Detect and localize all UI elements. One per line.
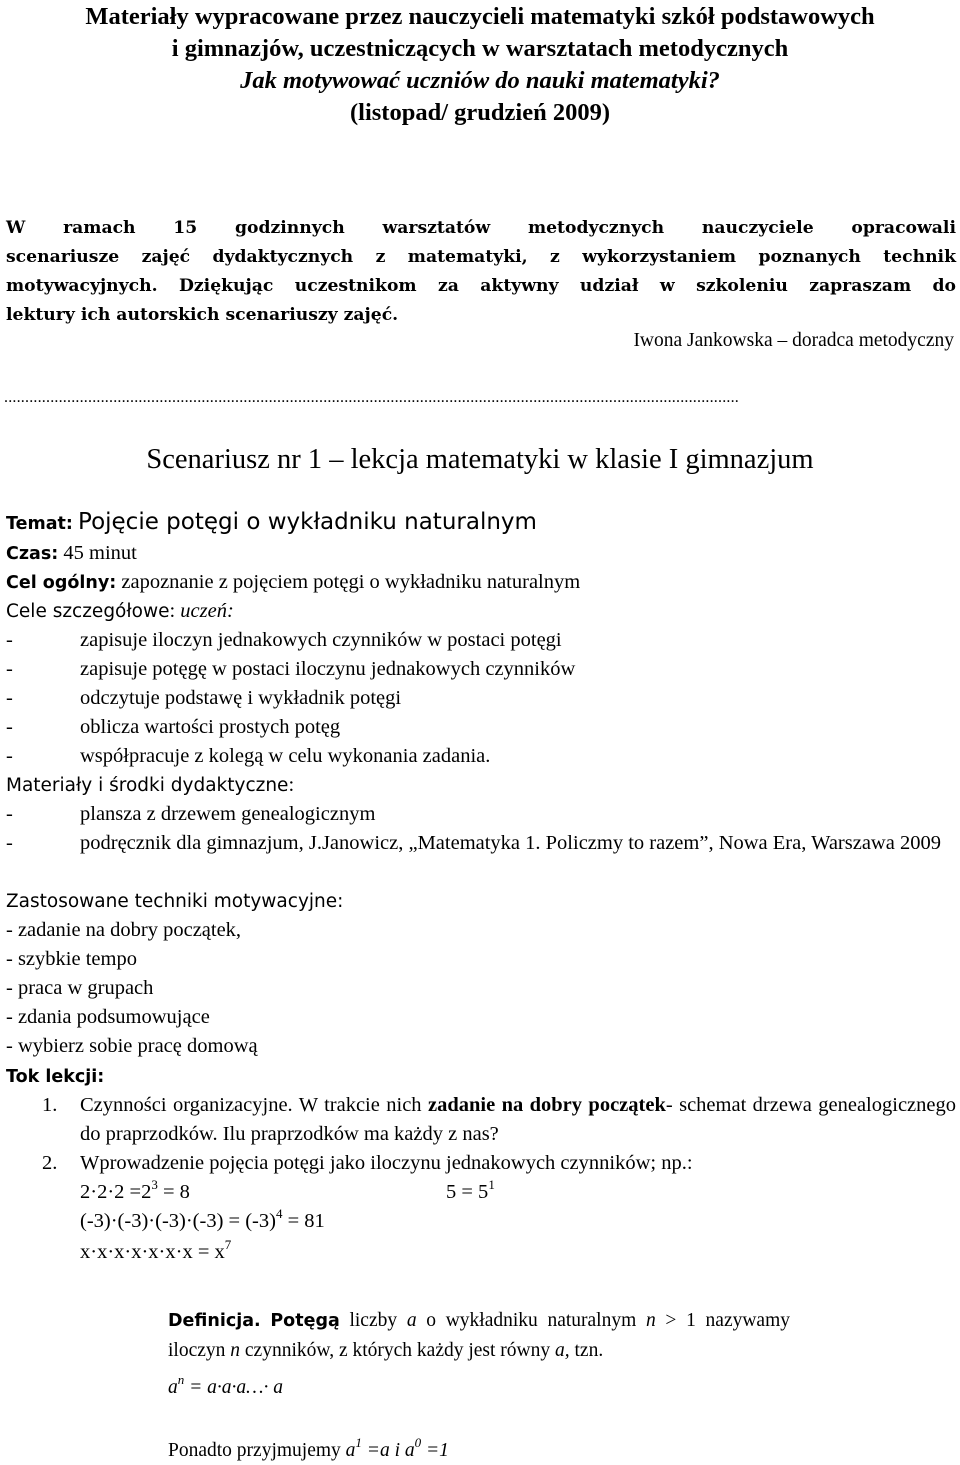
- time-row: [6, 539, 137, 569]
- example-4-a: x·x·x·x·x·x·x = x: [80, 1241, 225, 1263]
- example-3: [80, 1207, 325, 1236]
- step-2-number: 2.: [42, 1152, 58, 1174]
- extra-f2-exponent: 0: [414, 1435, 422, 1450]
- example-4: [80, 1238, 231, 1267]
- definition-text-c: > 1 nazywamy iloczyn: [168, 1310, 791, 1361]
- detailed-goal-3: odczytuje podstawę i wykładnik potęgi: [80, 687, 402, 709]
- example-3-b: = 81: [282, 1210, 325, 1232]
- definition-var-n2: n: [230, 1340, 241, 1361]
- intro-line-2: scenariusze zajęć dydaktycznych z matematyki, z wykorzystaniem poznanych technik: [6, 247, 956, 267]
- intro-line-4: lektury ich autorskich scenariuszy zajęć.: [6, 305, 399, 325]
- scenario-title: Scenariusz nr 1 – lekcja matematyki w klasie I gimnazjum: [146, 444, 814, 475]
- extra-f2-rest: =1: [421, 1440, 449, 1461]
- step-1-text: [80, 1091, 956, 1149]
- example-1-a: 2·2·2 =2: [80, 1181, 152, 1203]
- example-3-a: (-3)·(-3)·(-3)·(-3) = (-3): [80, 1210, 276, 1232]
- techniques-label: Zastosowane techniki motywacyjne:: [6, 891, 344, 912]
- definition-var-n: n: [645, 1310, 656, 1331]
- extra-f1-rest: =a i: [361, 1440, 405, 1461]
- definition-text-b: o wykładniku naturalnym: [416, 1310, 646, 1331]
- detailed-goals-subject: uczeń:: [180, 600, 234, 622]
- technique-1: - zadanie na dobry początek,: [6, 919, 242, 941]
- definition-text-a: liczby: [339, 1310, 407, 1331]
- goal-label: Cel ogólny:: [6, 573, 117, 593]
- example-2: [446, 1178, 495, 1207]
- technique-2: - szybkie tempo: [6, 948, 137, 970]
- course-heading: [6, 1062, 104, 1092]
- example-2-a: 5 = 5: [446, 1181, 489, 1203]
- detailed-goal-5: współpracuje z kolegą w celu wykonania zadania.: [80, 745, 491, 767]
- header-line-1: Materiały wypracowane przez nauczycieli matematyki szkół podstawowych: [85, 3, 875, 30]
- detailed-goal-1: zapisuje iloczyn jednakowych czynników w postaci potęgi: [80, 629, 562, 651]
- course-label: Tok lekcji:: [6, 1067, 105, 1087]
- example-1-exponent: 3: [151, 1177, 158, 1192]
- time-value: 45 minut: [63, 542, 137, 564]
- step-2-text: Wprowadzenie pojęcia potęgi jako iloczynu jednakowych czynników; np.:: [80, 1152, 693, 1174]
- materials-heading: [6, 771, 294, 800]
- example-1-b: = 8: [157, 1181, 190, 1203]
- extra-text: Ponadto przyjmujemy: [168, 1440, 346, 1461]
- definition-var-a: a: [406, 1310, 417, 1331]
- detailed-goals-label: Cele szczegółowe: [6, 601, 170, 622]
- material-2: podręcznik dla gimnazjum, J.Janowicz, „Matematyka 1. Policzmy to razem”, Nowa Era, Warszawa 2009: [80, 832, 941, 854]
- example-4-exponent: 7: [224, 1237, 232, 1252]
- formula-base: a: [168, 1377, 178, 1398]
- intro-line-1: W ramach 15 godzinnych warsztatów metodycznych nauczyciele opracowali: [6, 218, 956, 238]
- detailed-goals-colon: :: [169, 600, 176, 622]
- separator-dots: ...............................................................................................................................................................................: [4, 389, 739, 406]
- techniques-heading: [6, 887, 343, 916]
- step-1-bold: zadanie na dobry początek: [427, 1094, 666, 1116]
- step-1-text-b: - schemat drzewa genealogicznego do praprzodków. Ilu praprzodków ma każdy z nas?: [80, 1094, 956, 1145]
- detailed-goals-heading: [6, 597, 234, 626]
- example-1: [80, 1178, 190, 1207]
- step-1-number: 1.: [42, 1094, 58, 1116]
- header-line-4: (listopad/ grudzień 2009): [350, 99, 610, 126]
- extra-f1: a: [345, 1440, 356, 1461]
- definition-formula: [168, 1373, 790, 1402]
- definition-label: Definicja.: [168, 1311, 261, 1331]
- materials-label: Materiały i środki dydaktyczne: [6, 775, 289, 796]
- technique-5: - wybierz sobie pracę domową: [6, 1035, 258, 1057]
- topic-row: [6, 508, 537, 539]
- example-3-exponent: 4: [275, 1206, 283, 1221]
- definition-block: [168, 1306, 790, 1365]
- definition-var-a2: a,: [555, 1340, 570, 1361]
- definition-text-e: tzn.: [569, 1340, 604, 1361]
- header-line-2: i gimnazjów, uczestniczących w warsztatach metodycznych: [171, 35, 789, 62]
- intro-line-3: motywacyjnych. Dziękując uczestnikom za aktywny udział w szkoleniu zapraszam do: [6, 276, 956, 296]
- extra-f2: a: [404, 1440, 415, 1461]
- goal-row: [6, 568, 580, 598]
- formula-exponent: n: [177, 1372, 185, 1387]
- intro-paragraph: [6, 214, 956, 330]
- topic-label: Temat:: [6, 514, 73, 534]
- definition-term: Potęgą: [270, 1311, 340, 1331]
- document-page: Materiały wypracowane przez nauczycieli matematyki szkół podstawowych i gimnazjów, uczestniczących w warsztatach metodycznych Jak motywować uczniów do nauki matematyki? (listopad/ grudzień 2009) W ramach 15 godzinnych warsztatów metodycznych nauczyciele opracowali scenariusze zajęć dydaktycznych z matematyki, z wykorzystaniem poznanych technik motywacyjnych. Dziękując uczestnikom za aktywny udział w szkoleniu zapraszam do lektury ich autorskich scenariuszy zajęć. Iwona Jankowska – doradca metodyczny ............................................................................................................................................................................... Scenariusz nr 1 – lekcja matematyki w klasie I gimnazjum Temat: Pojęcie potęgi o wykładniku naturalnym Czas: 45 minut Cel ogólny: zapoznanie z pojęciem potęgi o wykładniku naturalnym Cele szczegółowe: uczeń: - zapisuje iloczyn jednakowych czynników w postaci potęgi - zapisuje potęgę w postaci iloczynu jednakowych czynników - odczytuje podstawę i wykładnik potęgi - oblicza wartości prostych potęg - współpracuje z kolegą w celu wykonania zadania. Materiały i środki dydaktyczne: - plansza z drzewem genealogicznym - podręcznik dla gimnazjum, J.Janowicz, „Matematyka 1. Policzmy to razem”, Nowa Era, Warszawa 2009 Zastosowane techniki motywacyjne: - zadanie na dobry początek, - szybkie tempo - praca w grupach - zdania podsumowujące - wybierz sobie pracę domową Tok lekcji: 1. Czynności organizacyjne. W trakcie nich zadanie na dobry początek- schemat drzewa genealogicznego do praprzodków. Ilu praprzodków ma każdy z nas? 2. Wprowadzenie pojęcia potęgi jako iloczynu jednakowych czynników; np.: $2\cdot 2\cdot 2 =2^3 = 8$ $5 = 5^1$ $(-3)\cdot(-3)\cdot(-3)\cdot(-3) = (-3)^4 = 81$ $x\cdot x\cdot x\cdot x\cdot x\cdot x\cdot x = x^7$ Definicja. Potęgą liczby a o wykładniku naturalnym n > 1 nazywamy iloczyn n czynników, z których każdy jest równy a, tzn. $a^n$ = a·a·a…· a Ponadto przyjmujemy $a^1 =a$ i $a^0 =1$: [0, 0, 960, 1464]
- header-line-3: Jak motywować uczniów do nauki matematyki?: [240, 67, 720, 94]
- formula-rest: = a·a·a…· a: [184, 1377, 283, 1398]
- detailed-goal-2: zapisuje potęgę w postaci iloczynu jednakowych czynników: [80, 658, 576, 680]
- extra-f1-exponent: 1: [355, 1435, 362, 1450]
- signature: Iwona Jankowska – doradca metodyczny: [633, 330, 954, 351]
- material-1: plansza z drzewem genealogicznym: [80, 803, 376, 825]
- technique-3: - praca w grupach: [6, 977, 154, 999]
- step-1-text-a: Czynności organizacyjne. W trakcie nich: [80, 1094, 428, 1116]
- detailed-goal-4: oblicza wartości prostych potęg: [80, 716, 341, 738]
- example-2-exponent: 1: [488, 1177, 495, 1192]
- time-label: Czas:: [6, 544, 59, 564]
- topic-text: Pojęcie potęgi o wykładniku naturalnym: [78, 509, 537, 535]
- definition-text-d: czynników, z których każdy jest równy: [240, 1340, 556, 1361]
- materials-colon: :: [288, 774, 295, 796]
- definition-extra: [168, 1436, 790, 1465]
- technique-4: - zdania podsumowujące: [6, 1006, 210, 1028]
- goal-text: zapoznanie z pojęciem potęgi o wykładniku naturalnym: [121, 571, 581, 593]
